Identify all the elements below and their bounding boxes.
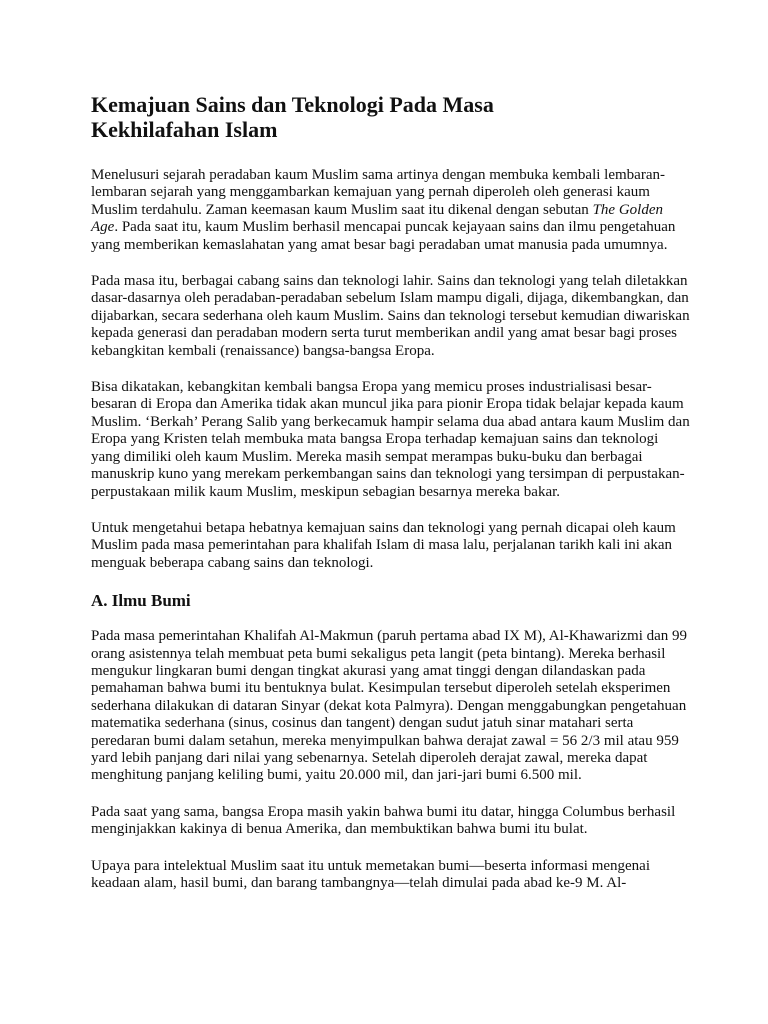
section-a-paragraph-3: Upaya para intelektual Muslim saat itu untuk memetakan bumi—beserta informasi mengenai keadaan alam, hasil bumi, dan barang tambangnya—telah dimulai pada abad ke-9 M. Al- — [91, 857, 651, 891]
section-heading-ilmu-bumi: A. Ilmu Bumi — [91, 591, 191, 611]
section-a-paragraph-2: Pada saat yang sama, bangsa Eropa masih yakin bahwa bumi itu datar, hingga Columbus berhasil menginjakkan kakinya di benua Amerika, dan membuktikan bahwa bumi itu bulat. — [91, 803, 676, 838]
intro-paragraph-4: Untuk mengetahui betapa hebatnya kemajuan sains dan teknologi yang pernah dicapai oleh kaum Muslim pada masa pemerintahan para khalifah Islam di masa lalu, perjalanan tarikh kali ini akan menguak beberapa cabang sains dan teknologi. — [91, 519, 676, 571]
intro-paragraph-3: Bisa dikatakan, kebangkitan kembali bangsa Eropa yang memicu proses industrialisasi besar-besaran di Eropa dan Amerika tidak akan muncul jika para pionir Eropa tidak belajar kepada kaum Muslim. ‘Berkah’ Perang Salib yang berkecamuk hampir selama dua abad antara kaum Muslim dan Eropa yang Kristen telah membuka mata bangsa Eropa terhadap kemajuan sains dan teknologi yang dimiliki oleh kaum Muslim. Mereka masih sempat merampas buku-buku dan berbagai manuskrip kuno yang merekam perkembangan sains dan teknologi yang tersimpan di perpustakan-perpustakaan milik kaum Muslim, meskipun sebagian besarnya mereka bakar. — [91, 379, 690, 500]
intro-paragraph-1-tail: . Pada saat itu, kaum Muslim berhasil mencapai puncak kejayaan sains dan ilmu pengetahuan yang memberikan kemaslahatan yang amat besar bagi peradaban umat manusia pada umumnya. — [91, 219, 676, 253]
document-page — [91, 92, 691, 911]
section-a-paragraph-1: Pada masa pemerintahan Khalifah Al-Makmun (paruh pertama abad IX M), Al-Khawarizmi dan 99 orang asistennya telah membuat peta bumi sekaligus peta langit (peta bintang). Mereka berhasil mengukur lingkaran bumi dengan tingkat akurasi yang amat tinggi dengan dilandaskan pada pemahaman bahwa bumi itu bentuknya bulat. Kesimpulan tersebut diperoleh setelah eksperimen sederhana dilakukan di dataran Sinyar (dekat kota Palmyra). Dengan menggabungkan pengetahuan matematika sederhana (sinus, cosinus dan tangent) dengan sudut jatuh sinar matahari serta peredaran bumi dalam setahun, mereka menyimpulkan bahwa derajat zawal = 56 2/3 mil atau 959 yard lebih panjang dari nilai yang sebenarnya. Setelah diperoleh derajat zawal, mereka dapat menghitung panjang keliling bumi, yaitu 20.000 mil, dan jari-jari bumi 6.500 mil. — [91, 628, 688, 784]
intro-paragraph-1 — [91, 167, 691, 254]
intro-paragraph-2: Pada masa itu, berbagai cabang sains dan teknologi lahir. Sains dan teknologi yang telah diletakkan dasar-dasarnya oleh peradaban-peradaban sebelum Islam mampu digali, dijaga, dikembangkan, dan dijabarkan, secara sederhana oleh kaum Muslim. Sains dan teknologi tersebut kemudian diwariskan kepada generasi dan peradaban modern serta turut memberikan andil yang amat besar bagi proses kebangkitan kembali (renaissance) bangsa-bangsa Eropa. — [91, 273, 690, 359]
golden-age-term: The Golden Age — [91, 201, 663, 236]
document-title: Kemajuan Sains dan Teknologi Pada Masa Kekhilafahan Islam — [91, 92, 494, 142]
intro-paragraph-1-text: Menelusuri sejarah peradaban kaum Muslim sama artinya dengan membuka kembali lembaran-lembaran sejarah yang menggambarkan kemajuan yang pernah diperoleh oleh generasi kaum Muslim terdahulu. Zaman keemasan kaum Muslim saat itu dikenal dengan sebutan — [91, 167, 665, 218]
